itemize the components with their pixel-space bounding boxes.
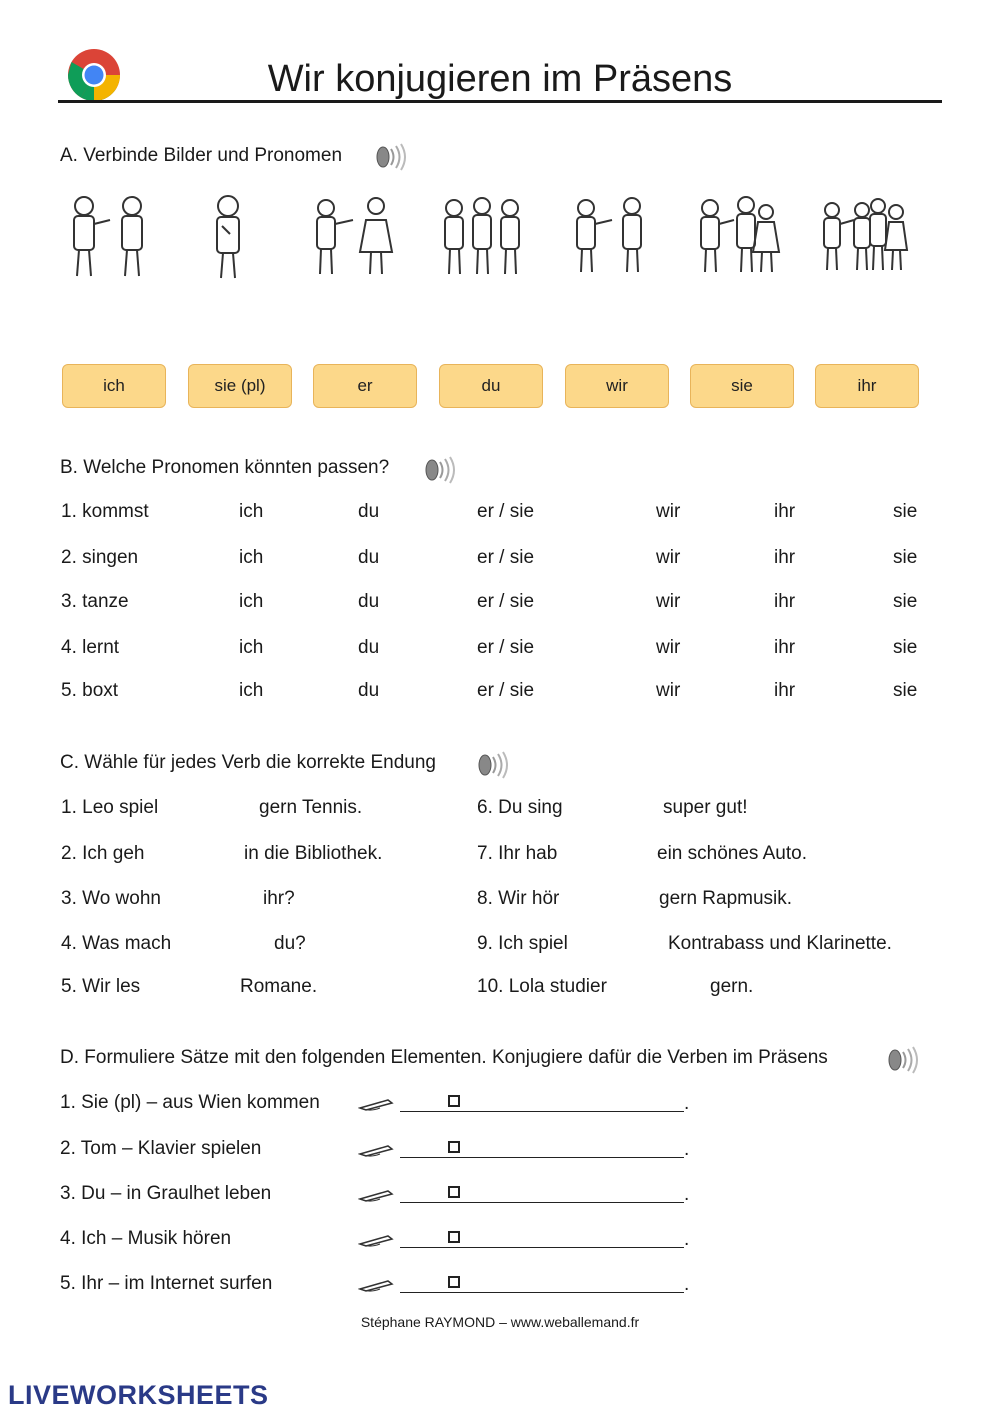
section-b-pronoun-option[interactable]: wir xyxy=(656,591,681,612)
section-c-ending-dropdown[interactable] xyxy=(171,841,234,867)
section-c-sentence-rest: ein schönes Auto. xyxy=(657,843,807,864)
section-b-heading: B. Welche Pronomen könnten passen? xyxy=(60,457,390,478)
section-d-prompt: 3. Du – in Graulhet leben xyxy=(60,1183,272,1204)
section-d-answer-input[interactable] xyxy=(400,1226,684,1252)
period: . xyxy=(684,1093,690,1114)
answer-underline xyxy=(400,1111,684,1112)
section-c-heading: C. Wähle für jedes Verb die korrekte Endung xyxy=(60,752,436,773)
page-title: Wir konjugieren im Präsens xyxy=(267,58,733,100)
section-b-pronoun-option[interactable]: wir xyxy=(656,501,681,522)
section-b-pronoun-option[interactable]: sie xyxy=(893,501,918,522)
pronoun-chip-wir[interactable]: wir xyxy=(565,364,669,408)
section-b-pronoun-option[interactable]: ich xyxy=(239,637,264,658)
pronoun-chip-er[interactable]: er xyxy=(313,364,417,408)
period: . xyxy=(684,1139,690,1160)
pronoun-chip-ihr[interactable]: ihr xyxy=(815,364,919,408)
pen-icon xyxy=(358,1096,396,1117)
section-b-pronoun-option[interactable]: ich xyxy=(239,547,264,568)
section-a-heading: A. Verbinde Bilder und Pronomen xyxy=(60,145,343,166)
section-b-pronoun-option[interactable]: wir xyxy=(656,680,681,701)
section-c-verb-stem: 4. Was mach xyxy=(61,933,172,954)
section-b-verb-label: 4. lernt xyxy=(61,637,120,658)
section-c-sentence-rest: gern. xyxy=(710,976,754,997)
section-d-heading: D. Formuliere Sätze mit den folgenden Elementen. Konjugiere dafür die Verben im Präsens xyxy=(60,1047,828,1068)
period: . xyxy=(684,1274,690,1295)
section-b-pronoun-option[interactable]: sie xyxy=(893,591,918,612)
pen-icon xyxy=(358,1142,396,1163)
section-c-verb-stem: 6. Du sing xyxy=(477,797,563,818)
section-d-answer-input[interactable] xyxy=(400,1271,684,1297)
section-b-pronoun-option[interactable]: sie xyxy=(893,637,918,658)
section-d-answer-input[interactable] xyxy=(400,1181,684,1207)
section-b-pronoun-option[interactable]: er / sie xyxy=(477,637,535,658)
section-c-ending-dropdown[interactable] xyxy=(587,931,658,957)
picture-boy-points-girl[interactable] xyxy=(308,190,404,285)
answer-checkbox[interactable] xyxy=(448,1276,460,1288)
section-b-pronoun-option[interactable]: er / sie xyxy=(477,591,535,612)
section-b-pronoun-option[interactable]: sie xyxy=(893,680,918,701)
section-b-pronoun-option[interactable]: du xyxy=(358,637,380,658)
answer-checkbox[interactable] xyxy=(448,1186,460,1198)
answer-checkbox[interactable] xyxy=(448,1095,460,1107)
section-b-pronoun-option[interactable]: sie xyxy=(893,547,918,568)
section-b-verb-label: 3. tanze xyxy=(61,591,129,612)
section-c-ending-dropdown[interactable] xyxy=(587,841,647,867)
section-d-prompt: 1. Sie (pl) – aus Wien kommen xyxy=(60,1092,320,1113)
section-c-ending-dropdown[interactable] xyxy=(171,974,230,1000)
section-b-pronoun-option[interactable]: ihr xyxy=(774,637,796,658)
section-b-pronoun-option[interactable]: ihr xyxy=(774,547,796,568)
section-c-ending-dropdown[interactable] xyxy=(171,931,264,957)
section-c-ending-dropdown[interactable] xyxy=(171,886,253,912)
section-c-sentence-rest: gern Tennis. xyxy=(259,797,363,818)
section-c-verb-stem: 3. Wo wohn xyxy=(61,888,161,909)
section-c-sentence-rest: du? xyxy=(274,933,306,954)
section-b-pronoun-option[interactable]: ihr xyxy=(774,591,796,612)
answer-checkbox[interactable] xyxy=(448,1141,460,1153)
section-c-sentence-rest: Romane. xyxy=(240,976,318,997)
section-b-pronoun-option[interactable]: er / sie xyxy=(477,680,535,701)
section-b-pronoun-option[interactable]: ich xyxy=(239,591,264,612)
section-d-answer-input[interactable] xyxy=(400,1090,684,1116)
speaker-icon[interactable] xyxy=(474,751,510,779)
pen-icon xyxy=(358,1232,396,1253)
footer-credit: Stéphane RAYMOND – www.weballemand.fr xyxy=(360,1314,640,1330)
picture-boy-points-boy[interactable] xyxy=(566,190,662,285)
section-c-verb-stem: 10. Lola studier xyxy=(477,976,607,997)
liveworksheets-logo: LIVEWORKSHEETS xyxy=(8,1380,269,1410)
speaker-icon[interactable] xyxy=(884,1046,920,1074)
section-b-pronoun-option[interactable]: wir xyxy=(656,547,681,568)
pen-icon xyxy=(358,1187,396,1208)
section-b-pronoun-option[interactable]: du xyxy=(358,680,380,701)
section-b-pronoun-option[interactable]: ich xyxy=(239,501,264,522)
answer-underline xyxy=(400,1292,684,1293)
title-underline xyxy=(58,100,942,103)
section-b-pronoun-option[interactable]: ich xyxy=(239,680,264,701)
pronoun-chip-sie[interactable]: sie xyxy=(690,364,794,408)
section-b-pronoun-option[interactable]: ihr xyxy=(774,680,796,701)
section-c-sentence-rest: ihr? xyxy=(263,888,295,909)
pronoun-chip-du[interactable]: du xyxy=(439,364,543,408)
section-b-pronoun-option[interactable]: du xyxy=(358,591,380,612)
picture-boy-points-pair[interactable] xyxy=(694,190,790,285)
section-c-sentence-rest: Kontrabass und Klarinette. xyxy=(668,933,892,954)
section-c-ending-dropdown[interactable] xyxy=(587,974,700,1000)
section-c-verb-stem: 9. Ich spiel xyxy=(477,933,568,954)
section-d-prompt: 5. Ihr – im Internet surfen xyxy=(60,1273,273,1294)
section-c-verb-stem: 2. Ich geh xyxy=(61,843,145,864)
section-c-sentence-rest: super gut! xyxy=(663,797,748,818)
period: . xyxy=(684,1184,690,1205)
section-c-ending-dropdown[interactable] xyxy=(587,795,653,821)
section-d-prompt: 2. Tom – Klavier spielen xyxy=(60,1138,262,1159)
section-c-ending-dropdown[interactable] xyxy=(587,886,649,912)
picture-boy-points-group[interactable] xyxy=(818,190,914,285)
speaker-icon[interactable] xyxy=(421,456,457,484)
answer-underline xyxy=(400,1202,684,1203)
picture-two-boys[interactable] xyxy=(62,190,158,285)
section-b-pronoun-option[interactable]: du xyxy=(358,501,380,522)
section-b-verb-label: 2. singen xyxy=(61,547,139,568)
answer-underline xyxy=(400,1247,684,1248)
section-b-pronoun-option[interactable]: du xyxy=(358,547,380,568)
picture-three-kids[interactable] xyxy=(436,190,532,285)
section-d-answer-input[interactable] xyxy=(400,1136,684,1162)
section-c-verb-stem: 7. Ihr hab xyxy=(477,843,558,864)
period: . xyxy=(684,1229,690,1250)
speaker-icon[interactable] xyxy=(372,143,408,171)
answer-checkbox[interactable] xyxy=(448,1231,460,1243)
section-c-verb-stem: 8. Wir hör xyxy=(477,888,560,909)
section-b-verb-label: 1. kommst xyxy=(61,501,149,522)
section-c-verb-stem: 1. Leo spiel xyxy=(61,797,159,818)
section-c-verb-stem: 5. Wir les xyxy=(61,976,141,997)
section-c-ending-dropdown[interactable] xyxy=(171,795,249,821)
answer-underline xyxy=(400,1157,684,1158)
section-b-pronoun-option[interactable]: er / sie xyxy=(477,501,535,522)
picture-one-boy[interactable] xyxy=(182,190,278,285)
pen-icon xyxy=(358,1277,396,1298)
section-b-pronoun-option[interactable]: ihr xyxy=(774,501,796,522)
pronoun-chip-sie-pl[interactable]: sie (pl) xyxy=(188,364,292,408)
section-c-sentence-rest: in die Bibliothek. xyxy=(244,843,383,864)
pronoun-chip-ich[interactable]: ich xyxy=(62,364,166,408)
section-b-pronoun-option[interactable]: er / sie xyxy=(477,547,535,568)
section-b-verb-label: 5. boxt xyxy=(61,680,119,701)
section-b-pronoun-option[interactable]: wir xyxy=(656,637,681,658)
section-c-sentence-rest: gern Rapmusik. xyxy=(659,888,793,909)
section-d-prompt: 4. Ich – Musik hören xyxy=(60,1228,232,1249)
